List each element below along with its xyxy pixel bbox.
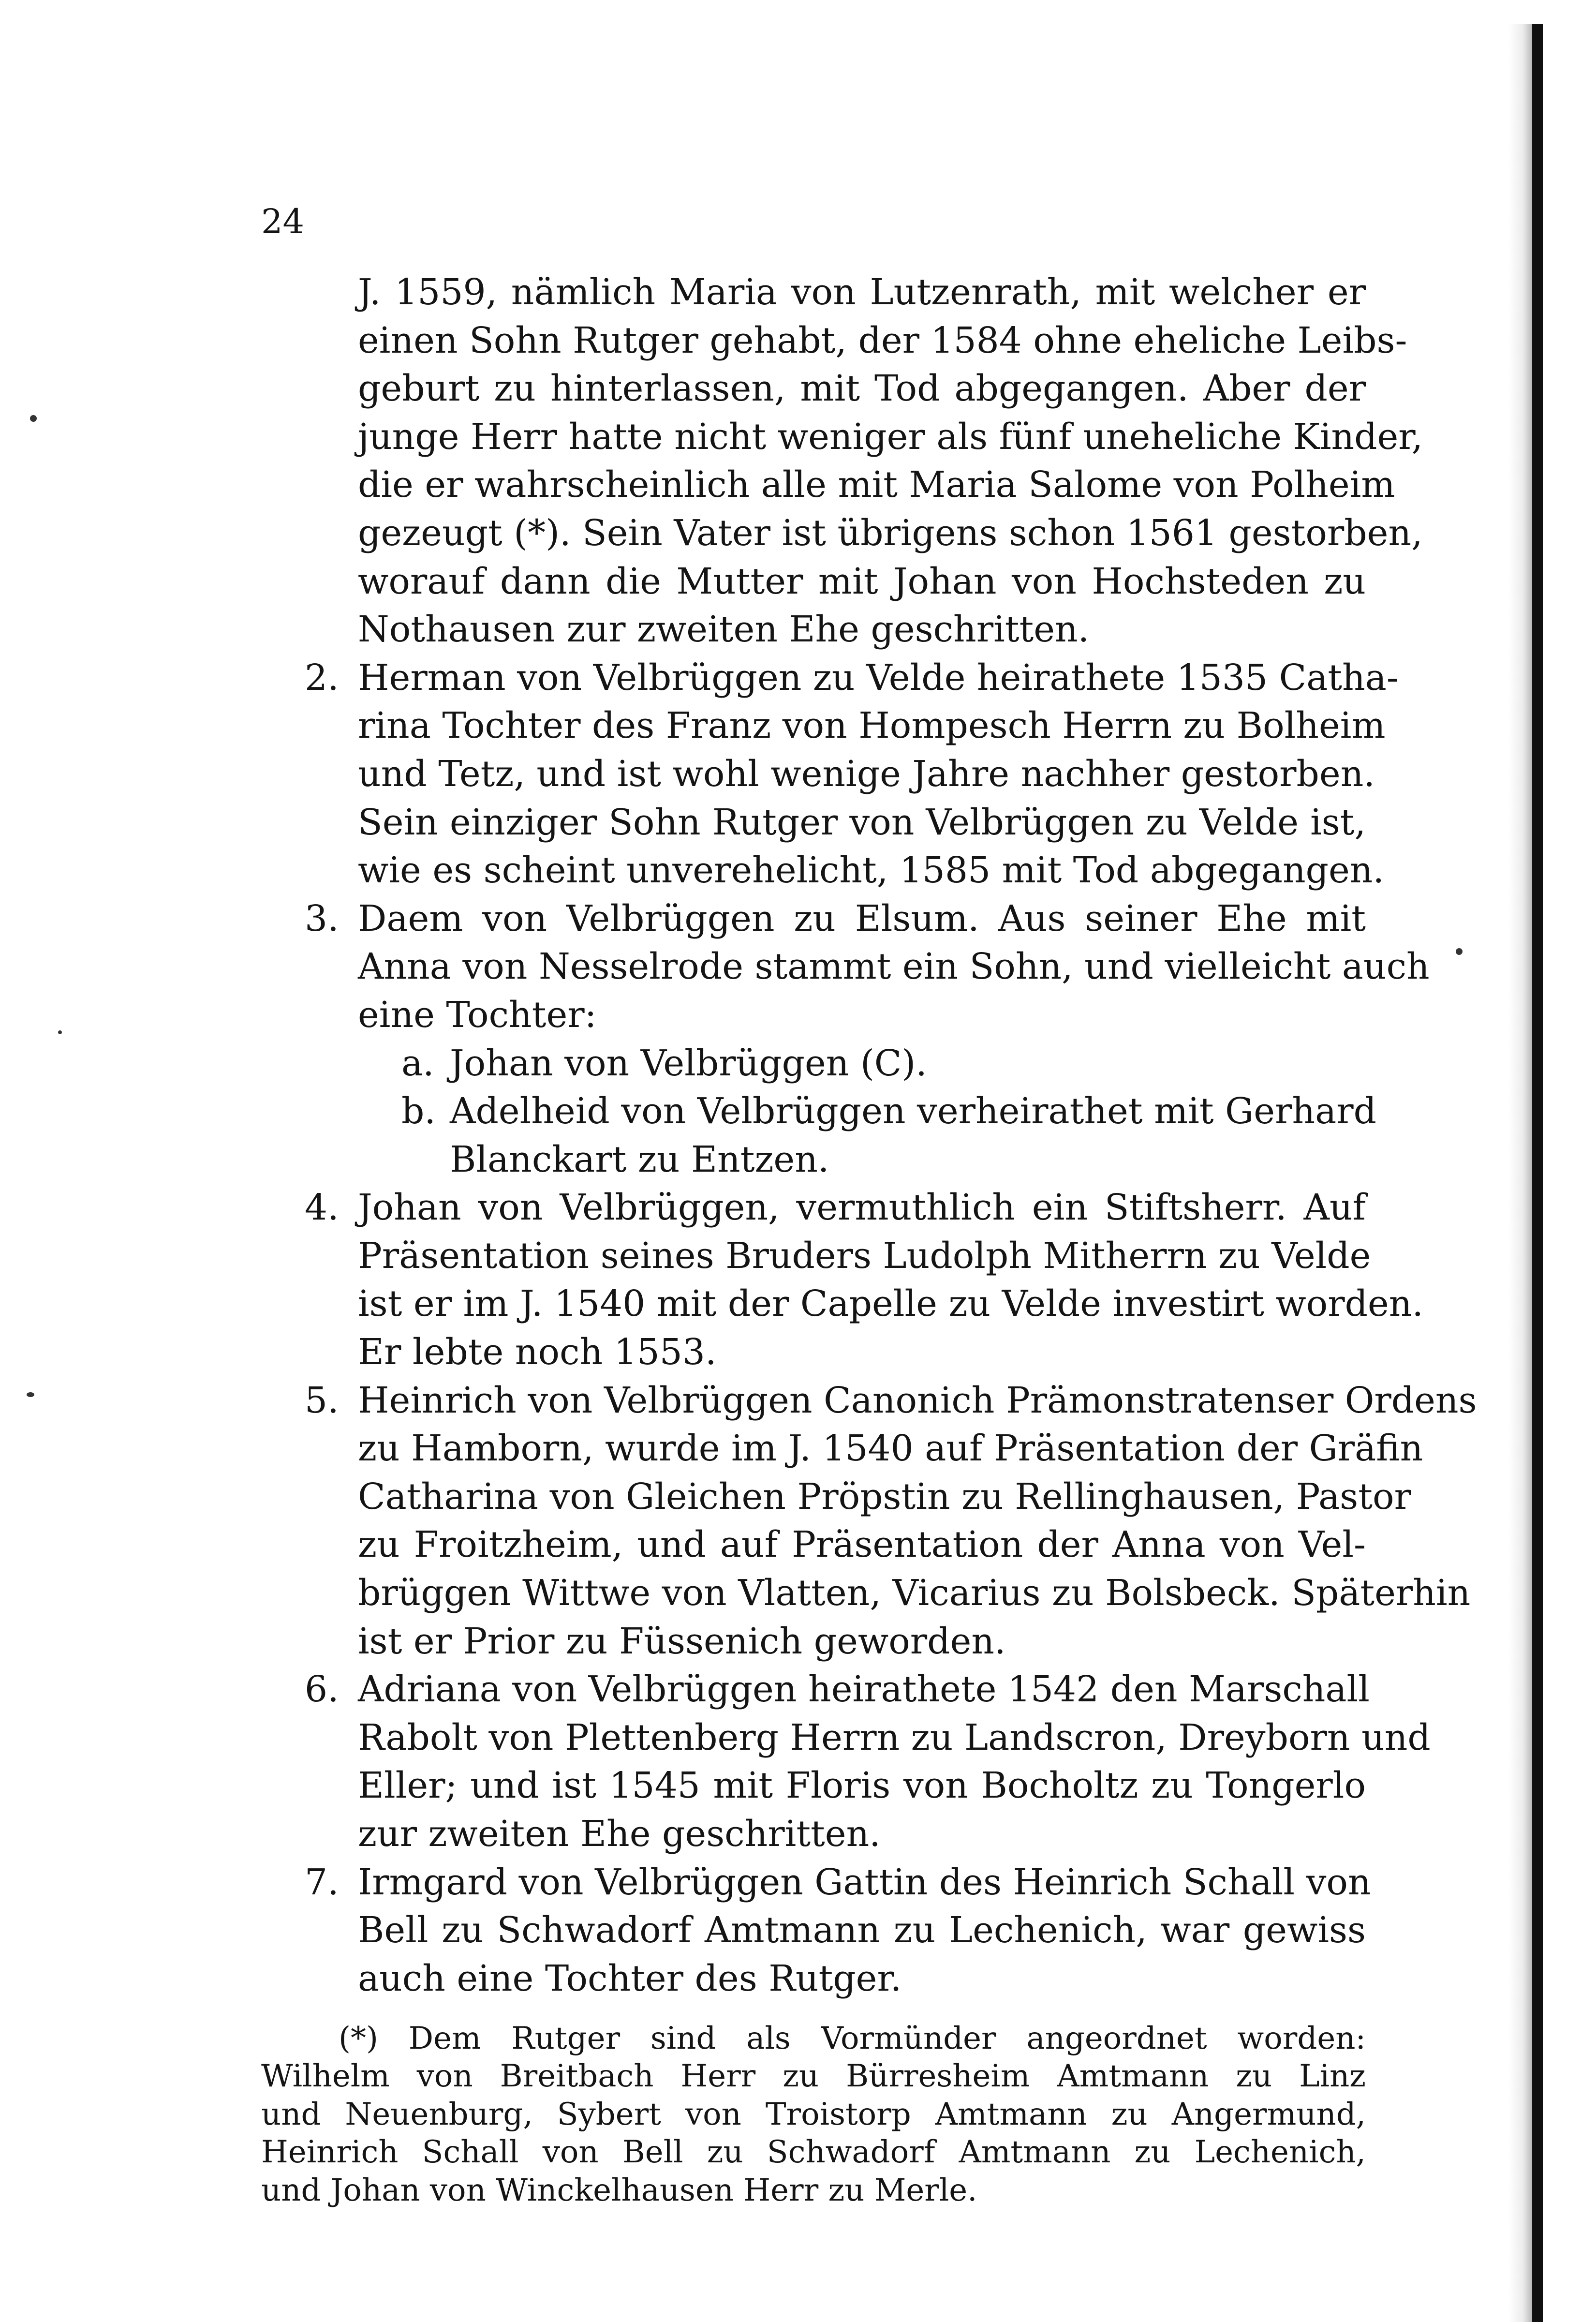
text-line: Nothausen zur zweiten Ehe geschritten. [358, 609, 1090, 651]
text-line: Adelheid von Velbrüggen verheirathet mit Gerhard [450, 1090, 1376, 1132]
sub-item-letter: b. [401, 1090, 436, 1132]
item-number: 3. [305, 897, 339, 939]
text-line: Daem von Velbrüggen zu Elsum. Aus seiner Ehe mit [358, 897, 1366, 939]
footnote [261, 2020, 1366, 2209]
text-line: Johan von Velbrüggen, vermuthlich ein Stiftsherr. Auf [358, 1187, 1366, 1229]
text-line: Heinrich von Velbrüggen Canonich Prämonstratenser Ordens [358, 1379, 1477, 1421]
scan-speck [58, 1030, 62, 1034]
text-line: Blanckart zu Entzen. [450, 1138, 829, 1180]
text-line: Bell zu Schwadorf Amtmann zu Lechenich, war gewiss [358, 1909, 1366, 1951]
list-item-7 [305, 1859, 1371, 1907]
scan-speck [1456, 948, 1463, 955]
text-line: Johan von Velbrüggen (C). [450, 1042, 927, 1084]
text-line: zu Hamborn, wurde im J. 1540 auf Präsentation der Gräfin [358, 1428, 1423, 1470]
text-line: auch eine Tochter des Rutger. [358, 1957, 902, 1999]
footnote-line: Heinrich Schall von Bell zu Schwadorf Amtmann zu Lechenich, [261, 2134, 1366, 2171]
text-line: ist er im J. 1540 mit der Capelle zu Velde investirt worden. [358, 1283, 1423, 1325]
item-number: 2. [305, 656, 339, 699]
text-line: junge Herr hatte nicht weniger als fünf uneheliche Kinder, [358, 416, 1423, 458]
item-number: 6. [305, 1668, 339, 1711]
page-edge-shadow [1509, 24, 1532, 2322]
text-line: Sein einziger Sohn Rutger von Velbrüggen zu Velde ist, [358, 801, 1366, 843]
footnote-line: (*) Dem Rutger sind als Vormünder angeordnet worden: [339, 2021, 1366, 2056]
text-line: zu Froitzheim, und auf Präsentation der Anna von Vel- [358, 1524, 1366, 1566]
page-edge [1532, 24, 1543, 2322]
scan-speck [30, 415, 37, 422]
sub-item-b [358, 1087, 1376, 1136]
text-line: Irmgard von Velbrüggen Gattin des Heinrich Schall von [358, 1861, 1371, 1903]
list-item-5 [305, 1377, 1477, 1425]
sub-item-letter: a. [401, 1042, 434, 1084]
sub-item-a [358, 1040, 1366, 1088]
footnote-line: und Johan von Winckelhausen Herr zu Merle. [261, 2172, 977, 2208]
text-line: geburt zu hinterlassen, mit Tod abgegangen. Aber der [358, 368, 1366, 410]
text-line: einen Sohn Rutger gehabt, der 1584 ohne eheliche Leibs- [358, 319, 1407, 361]
text-line: Er lebte noch 1553. [358, 1331, 717, 1373]
page-number: 24 [261, 202, 305, 241]
footnote-line: Wilhelm von Breitbach Herr zu Bürresheim Amtmann zu Linz [261, 2058, 1366, 2095]
list-item-4 [305, 1184, 1366, 1232]
text-line: brüggen Wittwe von Vlatten, Vicarius zu Bolsbeck. Späterhin [358, 1572, 1471, 1614]
text-line: Adriana von Velbrüggen heirathete 1542 den Marschall [358, 1668, 1370, 1711]
scan-speck [27, 1392, 34, 1397]
text-line: eine Tochter: [358, 994, 597, 1036]
text-line: die er wahrscheinlich alle mit Maria Salome von Polheim [358, 464, 1395, 506]
text-line: Rabolt von Plettenberg Herrn zu Landscron, Dreyborn und [358, 1716, 1431, 1758]
item-number: 5. [305, 1379, 339, 1421]
body-text [305, 268, 1477, 2003]
footnote-line: und Neuenburg, Sybert von Troistorp Amtmann zu Angermund, [261, 2096, 1366, 2132]
item-number: 7. [305, 1861, 339, 1903]
text-line: ist er Prior zu Füssenich geworden. [358, 1620, 1006, 1662]
list-item-6 [305, 1666, 1370, 1714]
text-line: Anna von Nesselrode stammt ein Sohn, und vielleicht auch [358, 946, 1430, 988]
text-line: wie es scheint unverehelicht, 1585 mit Tod abgegangen. [358, 849, 1384, 892]
text-line: Herman von Velbrüggen zu Velde heirathete 1535 Catha- [358, 656, 1399, 699]
text-line: worauf dann die Mutter mit Johan von Hochsteden zu [358, 560, 1366, 602]
text-line: und Tetz, und ist wohl wenige Jahre nachher gestorben. [358, 753, 1375, 795]
text-line: Präsentation seines Bruders Ludolph Mitherrn zu Velde [358, 1235, 1371, 1277]
list-item-3 [305, 895, 1366, 943]
item-number: 4. [305, 1187, 339, 1229]
list-item-2 [305, 654, 1399, 702]
text-line: Catharina von Gleichen Pröpstin zu Rellinghausen, Pastor [358, 1475, 1411, 1518]
text-line: J. 1559, nämlich Maria von Lutzenrath, mit welcher er [358, 271, 1366, 313]
text-line: zur zweiten Ehe geschritten. [358, 1813, 881, 1855]
text-line: Eller; und ist 1545 mit Floris von Bocholtz zu Tongerlo [358, 1765, 1366, 1807]
text-line: gezeugt (*). Sein Vater ist übrigens schon 1561 gestorben, [358, 512, 1423, 554]
text-line: rina Tochter des Franz von Hompesch Herrn zu Bolheim [358, 705, 1386, 747]
